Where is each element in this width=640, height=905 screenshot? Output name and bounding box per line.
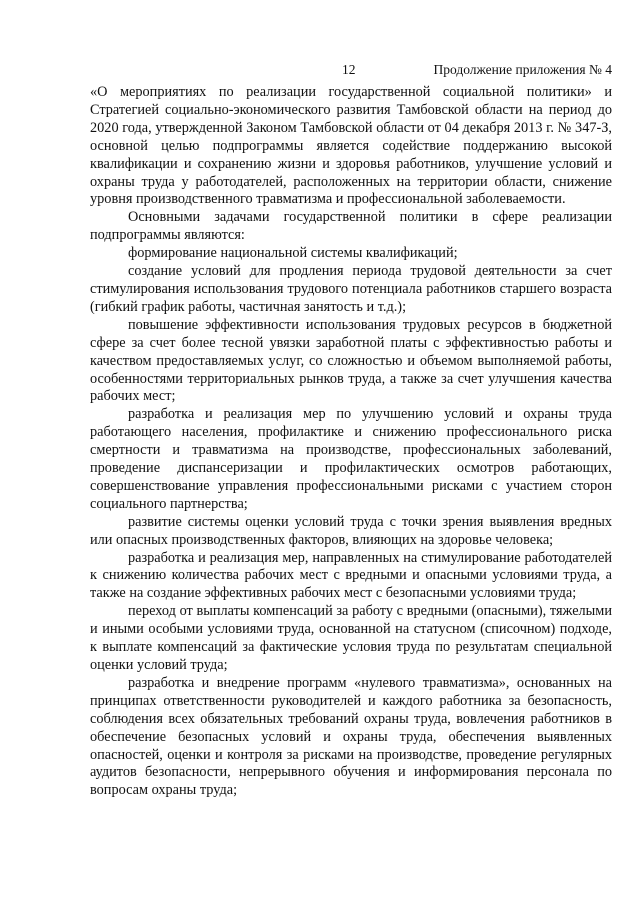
paragraph-tasks-intro: Основными задачами государственной политики в сфере реализации подпрограммы являются:	[90, 209, 612, 244]
task-item-older-workers: создание условий для продления периода трудовой деятельности за счет стимулирования использования трудового потенциала работников старшего возраста (гибкий график работы, частичная занятость и т.д.);	[90, 263, 612, 315]
task-item-employer-incentives: разработка и реализация мер, направленных на стимулирование работодателей к снижению количества рабочих мест с вредными и опасными условиями труда, а также на создание эффективных рабочих мест с безопасными условиями труда;	[90, 549, 612, 602]
task-item-assessment-system: развитие системы оценки условий труда с точки зрения выявления вредных или опасных производственных факторов, влияющих на здоровье человека;	[90, 513, 612, 548]
appendix-continuation-label: Продолжение приложения № 4	[433, 62, 612, 77]
paragraph-intro-continued: «О мероприятиях по реализации государственной социальной политики» и Стратегией социально-экономического развития Тамбовской области на период до 2020 года, утвержденной Законом Тамбовской области от 04 декабря 2013 г. № 347-З, основной целью подпрограммы является содействие поддержанию высокой квалификации и сохранению жизни и здоровья работников, улучшение условий и охраны труда у работодателей, расположенных на территории области, снижение уровня производственного травматизма и профессиональной заболеваемости.	[90, 84, 612, 208]
task-item-zero-injury: разработка и внедрение программ «нулевого травматизма», основанных на принципах ответственности руководителей и каждого работника за безопасность, соблюдения всех обязательных требований охраны труда, вовлечения работников в обеспечение безопасных условий и охраны труда, обеспечения выявленных опасностей, оценки и контроля за рисками на производстве, проведение регулярных аудитов безопасности, непрерывного обучения и информирования персонала по вопросам охраны труда;	[90, 674, 612, 799]
task-item-labor-protection: разработка и реализация мер по улучшению условий и охраны труда работающего населения, профилактике и снижению профессионального риска смертности и травматизма на производстве, профессиональных заболеваний, проведение диспансеризации и профилактических осмотров работающих, совершенствование управления профессиональными рисками с участием сторон социального партнерства;	[90, 406, 612, 512]
page-number: 12	[342, 62, 356, 77]
task-item-budget-efficiency: повышение эффективности использования трудовых ресурсов в бюджетной сфере за счет более тесной увязки заработной платы с эффективностью работы и качеством предоставляемых услуг, со сложностью и объемом выполняемой работы, особенностями территориальных рынков труда, а также за счет улучшения качества рабочих мест;	[90, 316, 612, 405]
task-item-compensation-transition: переход от выплаты компенсаций за работу с вредными (опасными), тяжелыми и иными особыми условиями труда, основанной на статусном (списочном) подходе, к выплате компенсаций за фактические условия труда по результатам специальной оценки условий труда;	[90, 603, 612, 673]
task-item-qualifications: формирование национальной системы квалификаций;	[128, 245, 458, 262]
document-body	[90, 84, 612, 800]
